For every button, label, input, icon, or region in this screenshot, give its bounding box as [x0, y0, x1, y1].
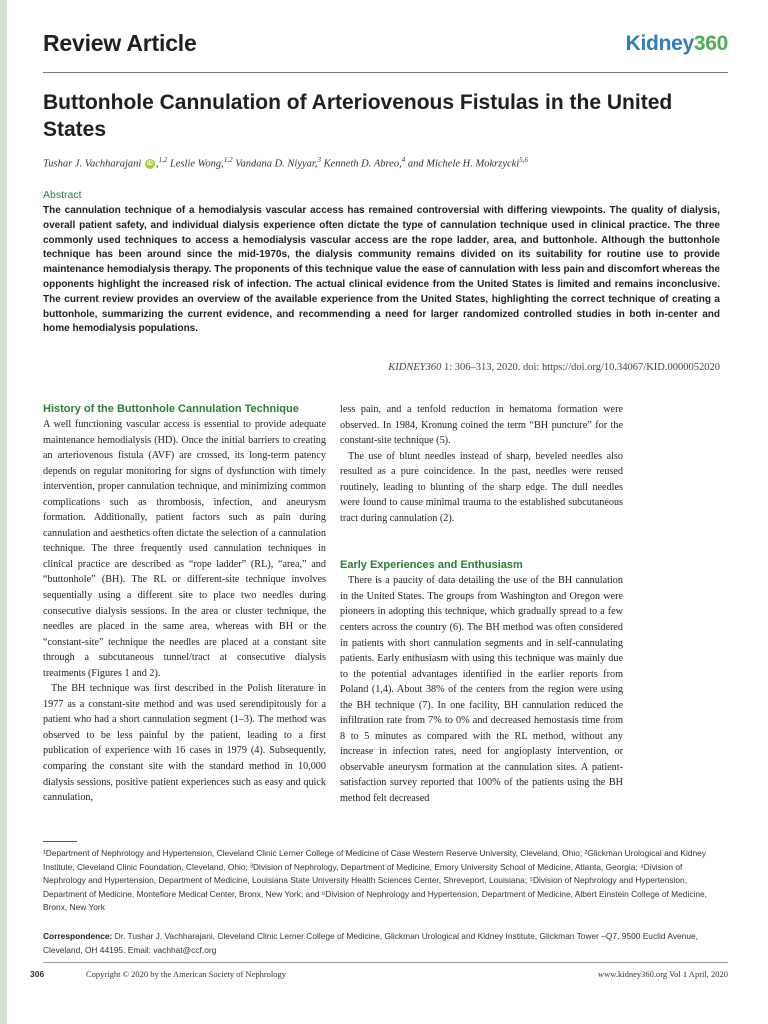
section-spacer	[340, 526, 623, 558]
body-column-left	[43, 402, 326, 806]
journal-logo	[626, 32, 728, 56]
journal-logo-part-a: Kidney	[625, 32, 694, 55]
abstract-heading: Abstract	[43, 189, 82, 201]
citation-line	[388, 362, 720, 373]
author-affiliation: 4	[401, 156, 406, 164]
body-column-right	[340, 402, 623, 807]
author-list: Tushar J. Vachharajani iD ,$^{1,2}$ Leslie Wong,$^{1,2}$ Vandana D. Niyyar,$^3$ Kenneth D. Abreo,$^4$ and Michele H. Mokrzycki$^{5,6}$	[43, 156, 528, 170]
author-affiliation: 3	[317, 156, 321, 164]
journal-logo-part-b: 360	[693, 32, 728, 55]
journal-issue-info: www.kidney360.org Vol 1 April, 2020	[597, 969, 728, 979]
section-heading: History of the Buttonhole Cannulation Technique	[43, 403, 299, 415]
article-type: Review Article	[43, 30, 197, 56]
author-name: Leslie Wong,	[169, 158, 224, 170]
page-number: 306	[30, 969, 45, 979]
author-name: and Michele H. Mokrzycki	[407, 158, 520, 170]
citation-details: 1: 306–313, 2020. doi: https://doi.org/10.34067/KID.0000052020	[443, 362, 720, 373]
author-name: Vandana D. Niyyar,	[235, 158, 318, 170]
section-heading: Early Experiences and Enthusiasm	[340, 559, 523, 572]
affiliation-footnotes: ¹Department of Nephrology and Hypertension, Cleveland Clinic Lerner College of Medicine of Case Western Reserve University, Cleveland, Ohio; ²Glickman Urological and Kidney Institute, Cleveland Clinic Foundation, Cleveland, Ohio; ³Division of Nephrology, Department of Medicine, Emory University School of Medicine, Atlanta, Georgia; ⁴Division of Nephrology and Hypertension, Department of Medicine, Louisiana State University Health Sciences Center, Shreveport, Louisiana; ⁵Division of Nephrology and Hypertension, Department of Medicine, Montefiore Medical Center, Bronx, New York; and ⁶Division of Nephrology and Hypertension, Department of Medicine, Albert Einstein College of Medicine, Bronx, New York	[43, 848, 708, 913]
author-name: Kenneth D. Abreo,	[323, 158, 402, 170]
footnote-divider	[43, 841, 77, 842]
orcid-icon[interactable]: iD	[146, 161, 153, 168]
citation-journal: KIDNEY360	[388, 362, 442, 373]
body-paragraph: less pain, and a tenfold reduction in hematoma formation were observed. In 1984, Kronung coined the term “BH puncture” for the constant-site technique (5).	[340, 404, 623, 447]
author-affiliation: 5,6	[519, 156, 528, 164]
page-margin-bar	[0, 0, 7, 1024]
correspondence-text: Dr. Tushar J. Vachharajani, Cleveland Clinic Lerner College of Medicine, Glickman Urological and Kidney Institute, Glickman Tower –Q7, 9500 Euclid Avenue, Cleveland, OH 44195. Email: vachhat@ccf.org	[43, 931, 698, 955]
body-paragraph: The BH technique was first described in the Polish literature in 1977 as a constant-site method and was used serendipitously for a patient who had a short cannulation segment (1–3). The method was observed to be less painful by the patient, leading to a first publication of experience with 16 cases in 1979 (4). Subsequently, comparing the constant site with the standard method in 10,000 dialysis sessions, positive patient experiences such as easy and quick cannulation,	[43, 683, 326, 804]
header-divider	[43, 72, 728, 73]
body-paragraph: There is a paucity of data detailing the use of the BH cannulation in the United States. The groups from Washington and Oregon were pioneers in adopting this technique, which gradually spread to a few centers across the country (6). The BH method was often considered in patients with short cannulation segments and in self-cannulating patients. Early enthusiasm with using this technique was mainly due to the potential advantages identified in the earlier reports from Poland (1,4). About 38% of the centers from the region were using the BH technique (7). In one facility, BH cannulation reduced the infiltration rate from 7% to 0% and decreased hemostasis time from 8 to 5 minutes as compared with the RL method, without any increase in infection rates, need for angioplasty intervention, or observable aneurysm formation at the cannulation sites. A patient-satisfaction survey reported that 100% of the patients using the BH method felt decreased	[340, 575, 623, 805]
abstract-text: The cannulation technique of a hemodialysis vascular access has remained controversial with differing viewpoints. The quality of dialysis, overall patient safety, and individual dialysis experience often dictate the type of cannulation technique used in clinical practice. The three commonly used techniques to access a hemodialysis vascular access are the rope ladder, area, and buttonhole. Although the buttonhole technique has been around since the mid-1970s, the dialysis community remains divided on its suitability for routine use to provide maintenance hemodialysis therapy. The proponents of this technique value the ease of cannulation with less pain and discomfort whereas the opponents highlight the increased risk of infection. The actual clinical evidence from the United States is limited and remains inconclusive. The current review provides an overview of the available experience from the United States, highlighting the correct technique of creating a buttonhole, summarizing the current evidence, and recommending a need for larger randomized controlled studies in both in-center and home hemodialysis populations.	[43, 205, 720, 335]
footer-divider	[43, 962, 728, 963]
author-affiliation: 1,2	[223, 156, 233, 164]
article-title: Buttonhole Cannulation of Arteriovenous Fistulas in the United States	[43, 91, 673, 141]
correspondence-note	[43, 930, 726, 957]
body-paragraph: A well functioning vascular access is essential to provide adequate maintenance hemodialysis (HD). Once the initial barriers to creating an arteriovenous fistula (AVF) are crossed, its long-term patency depends on regular monitoring for signs of dysfunction with timely intervention, proper cannulation technique, and minimizing common complications such as thrombosis, infection, and aneurysm formation. Additionally, patient factors such as pain during cannulation and aesthetics often dictate the selection of a cannulation technique. The three frequently used cannulation techniques in clinical practice are described as “rope ladder” (RL), “area,” and “buttonhole” (BH). The RL or different-site technique involves sequentially using a different site to place two needles during consecutive dialysis sessions. In the area or cluster technique, the needles are placed in the same area, whereas with BH or the “constant-site” technique the needles are placed at a constant site through a subcutaneous tunnel/tract at consecutive dialysis treatments (Figures 1 and 2).	[43, 419, 326, 679]
author-affiliation: 1,2	[158, 156, 168, 164]
correspondence-label: Correspondence:	[43, 931, 113, 941]
body-paragraph: The use of blunt needles instead of sharp, beveled needles also resulted as a pure coincidence. In the past, needles were reused routinely, leading to blunting of the sharp edge. The dull needles were found to cause minimal trauma to the established subcutaneous tract during cannulation (2).	[340, 450, 623, 524]
author-name: Tushar J. Vachharajani	[43, 158, 142, 170]
copyright-notice: Copyright © 2020 by the American Society of Nephrology	[86, 969, 287, 979]
